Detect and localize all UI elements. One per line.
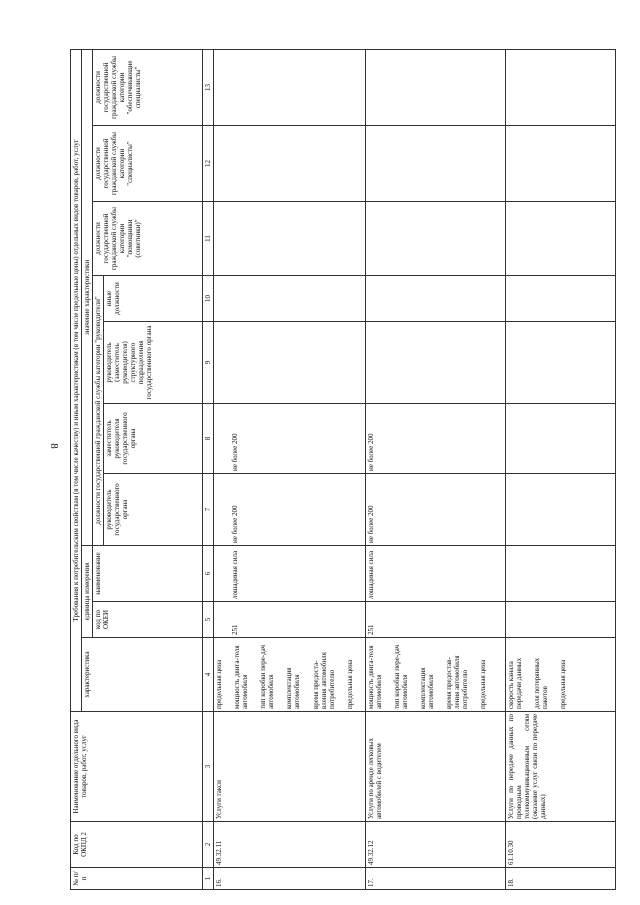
- characteristic-item: мощность двига-теля автомобиля: [233, 645, 250, 709]
- deputy-value: не более 200: [231, 433, 240, 471]
- row-empty-cell: [505, 404, 615, 474]
- characteristic-item: комплектация автомобиля: [285, 667, 302, 709]
- row-unit: [214, 546, 366, 602]
- row-empty-cell: [214, 202, 366, 276]
- row-empty-cell: [505, 602, 615, 638]
- characteristic-item: скорость канала передачи данных: [506, 657, 523, 709]
- rotated-table-sheet: [70, 50, 615, 890]
- header-support-specialists: должности государственной гражданской службы категории "обеспечивающие специалисты": [93, 49, 203, 125]
- col-number: 3: [203, 712, 214, 822]
- table-row: [365, 49, 505, 889]
- table-row: [505, 49, 615, 889]
- row-empty-cell: [505, 322, 615, 404]
- row-num: 18.: [505, 868, 615, 890]
- characteristic-item: тип коробки пере-дач автомобиля: [259, 644, 276, 709]
- header-leaders-text: категории "руководители": [94, 296, 103, 375]
- header-other-positions: иные должности: [104, 276, 203, 322]
- column-number-row: [203, 49, 214, 889]
- header-specialists: должности государственной гражданской службы категории "специалисты": [93, 126, 203, 202]
- col-number: 12: [203, 126, 214, 202]
- characteristic-item: время предостав-ления автомобиля потребителю: [444, 655, 470, 709]
- row-characteristics: [365, 638, 505, 712]
- characteristic-item: время предоста-вления автомобиля потребителю: [311, 652, 336, 709]
- characteristic-item: предельная цена: [215, 659, 224, 709]
- col-number: 2: [203, 822, 214, 868]
- unit-value: лошадиная сила: [231, 550, 240, 599]
- header-value-group: значение характеристики: [82, 49, 93, 545]
- characteristic-item: тип коробки пере-дач автомобиля: [392, 644, 409, 709]
- row-empty-cell: [505, 49, 615, 125]
- characteristic-item: комплектация автомобиля: [418, 667, 435, 709]
- row-head-org: не более 200: [365, 474, 505, 546]
- col-number: 7: [203, 474, 214, 546]
- header-head-dept: руководитель (заместитель руководителя) структурного подразделения государственного органа: [104, 322, 203, 404]
- okei-value: 251: [231, 624, 240, 635]
- row-empty-cell: [214, 276, 366, 322]
- row-code: 61.10.30: [505, 822, 615, 868]
- row-empty-cell: [365, 126, 505, 202]
- row-code: 49.32.12: [365, 822, 505, 868]
- row-code: 49.32.11: [214, 822, 366, 868]
- row-okei: 251: [365, 602, 505, 638]
- header-unit-name: наименование: [93, 546, 203, 602]
- row-empty-cell: [214, 49, 366, 125]
- row-empty-cell: [365, 49, 505, 125]
- row-num: 16.: [214, 868, 366, 890]
- characteristic-item: предельная цена: [345, 659, 354, 709]
- header-characteristic: характеристика: [82, 638, 203, 712]
- row-empty-cell: [505, 276, 615, 322]
- header-helpers: должности государственной гражданской службы категории "помощники (советники)": [93, 202, 203, 276]
- row-empty-cell: [505, 474, 615, 546]
- col-number: 5: [203, 602, 214, 638]
- row-empty-cell: [505, 202, 615, 276]
- header-num: № п/п: [71, 868, 203, 890]
- characteristic-item: предельная цена: [479, 659, 488, 709]
- row-deputy: [214, 404, 366, 474]
- row-empty-cell: [214, 322, 366, 404]
- head-org-value: не более 200: [231, 505, 240, 543]
- header-code: Код по ОКПД 2: [71, 822, 203, 868]
- col-number: 8: [203, 404, 214, 474]
- col-number: 4: [203, 638, 214, 712]
- row-empty-cell: [505, 546, 615, 602]
- requirements-table: [70, 49, 616, 890]
- row-empty-cell: [505, 126, 615, 202]
- row-deputy: не более 200: [365, 404, 505, 474]
- header-deputy-head-org: заместитель руководителя государственного органа: [104, 404, 203, 474]
- row-unit: лошадиная сила: [365, 546, 505, 602]
- header-requirements-group: Требования к потребительским свойствам (в том числе качеству) и иным характеристикам (в том числе предельные цены) отдельных видов товаров, работ, услуг: [71, 49, 82, 711]
- header-okei-code: код по ОКЕИ: [93, 602, 203, 638]
- characteristic-item: предельная цена: [558, 659, 567, 709]
- row-empty-cell: [365, 202, 505, 276]
- row-name: Услуги такси: [214, 712, 366, 822]
- row-empty-cell: [214, 126, 366, 202]
- characteristic-item: доля потерянных пакетов: [532, 657, 549, 709]
- col-number: 13: [203, 49, 214, 125]
- row-num: 17.: [365, 868, 505, 890]
- col-number: 1: [203, 868, 214, 890]
- col-number: 11: [203, 202, 214, 276]
- row-okei: [214, 602, 366, 638]
- col-number: 10: [203, 276, 214, 322]
- page-number: 8: [48, 443, 60, 449]
- header-unit-group: единица измерения: [82, 546, 93, 638]
- row-name: Услуги по передаче данных по проводным телекоммуникационным сетям (оказание услуг связи по передаче данных): [505, 712, 615, 822]
- header-civil-service-text: должности государственной гражданской службы: [94, 375, 103, 525]
- characteristic-item: мощность двига-теля автомобиля: [366, 645, 383, 709]
- row-characteristics: [505, 638, 615, 712]
- row-name: Услуги по аренде легковых автомобилей с водителем: [365, 712, 505, 822]
- table-row: [214, 49, 366, 889]
- row-characteristics: [214, 638, 366, 712]
- header-name: Наименование отдельного вида товаров, работ, услуг: [71, 712, 203, 822]
- header-civil-service: [93, 276, 104, 546]
- row-head-org: [214, 474, 366, 546]
- col-number: 9: [203, 322, 214, 404]
- header-head-org: руководитель государственного органа: [104, 474, 203, 546]
- col-number: 6: [203, 546, 214, 602]
- row-empty-cell: [365, 276, 505, 322]
- row-empty-cell: [365, 322, 505, 404]
